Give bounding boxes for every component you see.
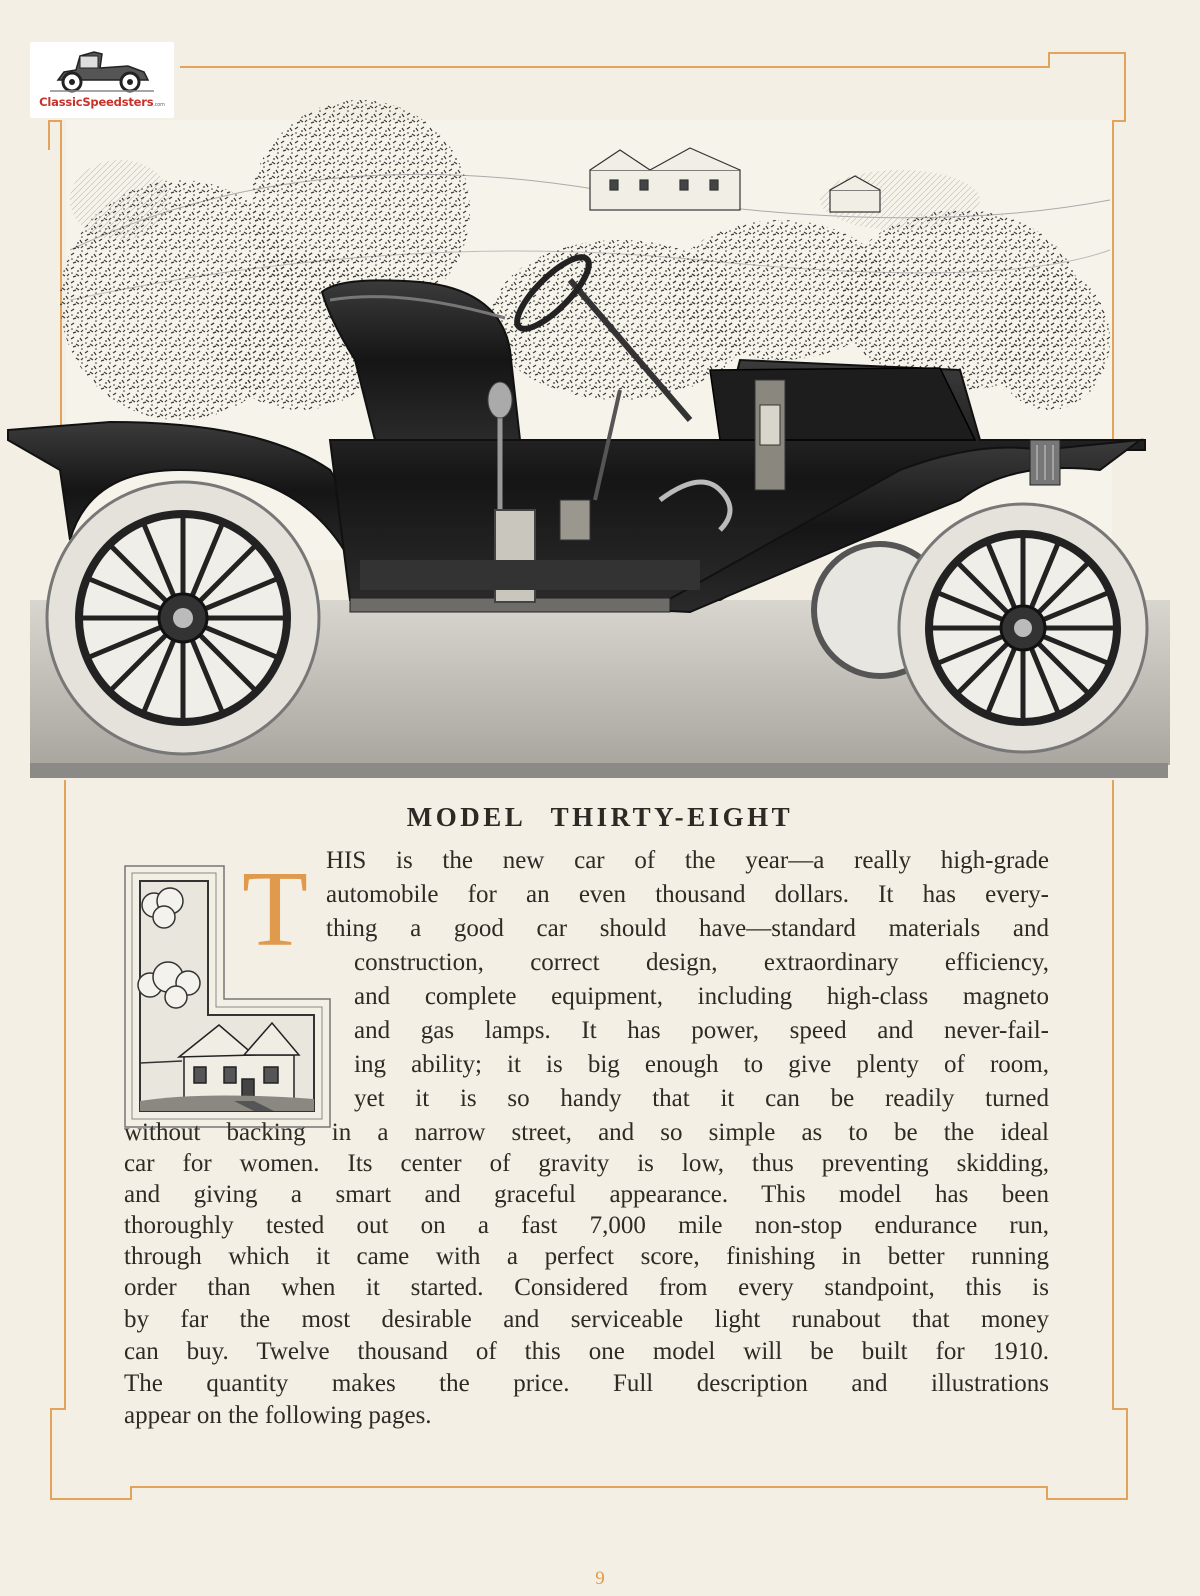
drop-cap-letter: T bbox=[242, 850, 308, 969]
body-line: HIS is the new car of the year—a really high-grade bbox=[326, 847, 1049, 874]
body-line: through which it came with a perfect score, finishing in better running bbox=[124, 1243, 1049, 1270]
body-line: thing a good car should have—standard materials and bbox=[326, 915, 1049, 942]
body-line: without backing in a narrow street, and so simple as to be the ideal bbox=[124, 1119, 1049, 1146]
body-line: and complete equipment, including high-class magneto bbox=[354, 983, 1049, 1010]
body-line: and giving a smart and graceful appearance. This model has been bbox=[124, 1181, 1049, 1208]
body-line: thoroughly tested out on a fast 7,000 mile non-stop endurance run, bbox=[124, 1212, 1049, 1239]
rear-wheel bbox=[47, 482, 319, 754]
body-line: appear on the following pages. bbox=[124, 1402, 432, 1429]
runabout-car-illustration bbox=[0, 60, 1200, 780]
page-number: 9 bbox=[595, 1568, 605, 1589]
body-line: car for women. Its center of gravity is low, thus preventing skidding, bbox=[124, 1150, 1049, 1177]
body-line: ing ability; it is big enough to give plenty of room, bbox=[354, 1051, 1049, 1078]
body-line: can buy. Twelve thousand of this one model will be built for 1910. bbox=[124, 1338, 1049, 1365]
ground-bar bbox=[30, 763, 1168, 778]
body-line: construction, correct design, extraordinary efficiency, bbox=[354, 949, 1049, 976]
body-line: The quantity makes the price. Full description and illustrations bbox=[124, 1370, 1049, 1397]
body-line: by far the most desirable and serviceable light runabout that money bbox=[124, 1306, 1049, 1333]
front-wheel bbox=[899, 504, 1147, 752]
body-line: automobile for an even thousand dollars. It has every- bbox=[326, 881, 1049, 908]
model-title: MODEL THIRTY-EIGHT bbox=[406, 802, 794, 832]
body-line: order than when it started. Considered from every standpoint, this is bbox=[124, 1274, 1049, 1301]
body-line: yet it is so handy that it can be readily turned bbox=[354, 1085, 1049, 1112]
body-line: and gas lamps. It has power, speed and never-fail- bbox=[354, 1017, 1049, 1044]
logo-wordmark: ClassicSpeedsters.com bbox=[39, 95, 165, 109]
